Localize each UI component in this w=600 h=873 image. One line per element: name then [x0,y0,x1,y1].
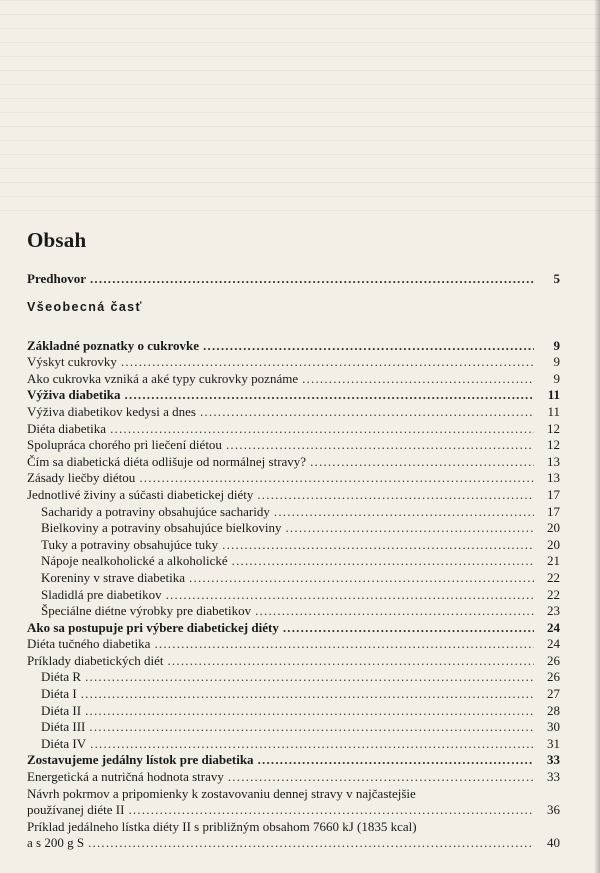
toc-label: Tuky a potraviny obsahujúce tuky [41,536,219,552]
toc-label: Diéta tučného diabetika [27,636,151,652]
toc-page: 26 [547,652,560,668]
leader-dots [283,620,534,637]
toc-page: 17 [547,486,560,502]
leader-dots [121,354,534,371]
toc-label: Diéta diabetika [27,420,107,436]
toc-entry [27,454,560,471]
toc-page: 12 [547,420,560,436]
leader-dots [189,570,534,587]
toc-page: 40 [547,835,560,851]
toc-page: 23 [547,603,560,619]
toc-label: Koreniny v strave diabetika [41,569,186,585]
toc-page: 24 [547,636,560,652]
leader-dots [88,835,534,852]
page-edge-shadow [594,0,600,873]
leader-dots [285,520,534,537]
toc-entry [27,736,560,753]
toc-entry [27,752,560,769]
toc-label: Špeciálne diétne výrobky pre diabetikov [41,603,252,619]
toc-page: 13 [547,453,560,469]
leader-dots [203,338,534,355]
leader-dots [139,470,534,487]
toc-label: Čím sa diabetická diéta odlišuje od normálnej stravy? [27,453,307,469]
show-through-text [0,0,600,220]
leader-dots [222,537,534,554]
leader-dots [274,504,534,521]
toc-label: Energetická a nutričná hodnota stravy [27,769,224,785]
toc-label: Predhovor [27,271,86,286]
leader-dots [154,636,534,653]
toc-entry [27,487,560,504]
toc-entry [27,719,560,736]
toc-entry [27,686,560,703]
toc-entry [27,387,560,404]
leader-dots [85,669,534,686]
leader-dots [257,487,534,504]
leader-dots [226,437,534,454]
toc-label: Zásady liečby diétou [27,470,136,486]
toc-entry [27,421,560,438]
page-title: Obsah [27,228,87,252]
toc-label: Spolupráca chorého pri liečení diétou [27,437,222,453]
toc-entry [27,669,560,686]
toc-entry [27,570,560,587]
toc-entry [27,537,560,554]
toc-page: 11 [547,387,560,403]
toc-label: Diéta I [41,686,77,702]
toc-page: 22 [547,586,560,602]
toc-entry [27,587,560,604]
toc-label-line2: a s 200 g S [27,835,85,851]
toc-page: 36 [547,802,560,818]
leader-dots [128,802,534,819]
toc-label: Zostavujeme jedálny lístok pre diabetika [27,752,254,768]
toc-page: 12 [547,437,560,453]
toc-label: Diéta II [41,702,82,718]
toc-page: 11 [547,403,560,419]
toc-page: 20 [547,536,560,552]
leader-dots [310,454,534,471]
toc-label-line2: používanej diéte II [27,802,125,818]
toc-page: 28 [547,702,560,718]
toc-entry-preface [27,271,560,288]
toc-label: Výživa diabetika [27,387,121,403]
toc-label: Výživa diabetikov kedysi a dnes [27,403,196,419]
toc-label: Diéta III [41,719,86,735]
toc-entry [27,520,560,537]
toc-entry [27,603,560,620]
toc-label: Sacharidy a potraviny obsahujúce sacharidy [41,503,270,519]
toc-label: Nápoje nealkoholické a alkoholické [41,553,228,569]
section-heading: Všeobecná časť [27,299,143,314]
toc-label: Jednotlivé živiny a súčasti diabetickej diéty [27,486,254,502]
leader-dots [81,686,534,703]
toc-page: 31 [547,735,560,751]
toc-entry [27,354,560,371]
leader-dots [255,603,534,620]
toc-page: 9 [553,370,560,386]
toc-entry [27,553,560,570]
toc-entry [27,636,560,653]
toc-page: 33 [547,752,560,768]
toc-page: 27 [547,686,560,702]
toc-entry [27,802,560,819]
leader-dots [228,769,534,786]
toc-entry [27,653,560,670]
toc-label-line1: Návrh pokrmov a pripomienky k zostavovaniu dennej stravy v najčastejšie [27,785,416,801]
toc-entry [27,371,560,388]
toc-label: Ako sa postupuje pri výbere diabetickej diéty [27,619,279,635]
toc-page: 22 [547,569,560,585]
toc-page: 33 [547,769,560,785]
toc-page: 20 [547,520,560,536]
toc-entry [27,404,560,421]
toc-entry [27,620,560,637]
leader-dots [85,703,534,720]
toc-page: 9 [553,354,560,370]
toc-page: 21 [547,553,560,569]
table-of-contents [27,228,560,852]
toc-entry [27,504,560,521]
toc-page: 17 [547,503,560,519]
toc-page: 24 [547,619,560,635]
toc-label: Diéta R [41,669,82,685]
toc-entry [27,835,560,852]
leader-dots [166,587,534,604]
toc-label-line1: Príklad jedálneho lístka diéty II s približným obsahom 7660 kJ (1835 kcal) [27,818,417,834]
toc-page: 9 [553,337,560,353]
toc-entry [27,769,560,786]
leader-dots [232,553,534,570]
toc-label: Diéta IV [41,735,87,751]
toc-label: Výskyt cukrovky [27,354,117,370]
leader-dots [302,371,534,388]
toc-label: Základné poznatky o cukrovke [27,337,200,353]
toc-label: Ako cukrovka vzniká a aké typy cukrovky poznáme [27,370,299,386]
toc-label: Sladidlá pre diabetikov [41,586,162,602]
toc-label: Príklady diabetických diét [27,652,164,668]
leader-dots [200,404,534,421]
toc-entry [27,437,560,454]
leader-dots [258,752,534,769]
leader-dots [125,387,534,404]
leader-dots [90,271,534,288]
leader-dots [110,421,534,438]
toc-label: Bielkoviny a potraviny obsahujúce bielkoviny [41,520,282,536]
leader-dots [89,719,534,736]
toc-page: 13 [547,470,560,486]
toc-entry [27,338,560,355]
toc-entry [27,470,560,487]
leader-dots [90,736,534,753]
toc-entries [27,338,560,852]
leader-dots [167,653,534,670]
toc-page: 26 [547,669,560,685]
toc-page: 5 [553,271,560,286]
toc-page: 30 [547,719,560,735]
toc-entry [27,703,560,720]
